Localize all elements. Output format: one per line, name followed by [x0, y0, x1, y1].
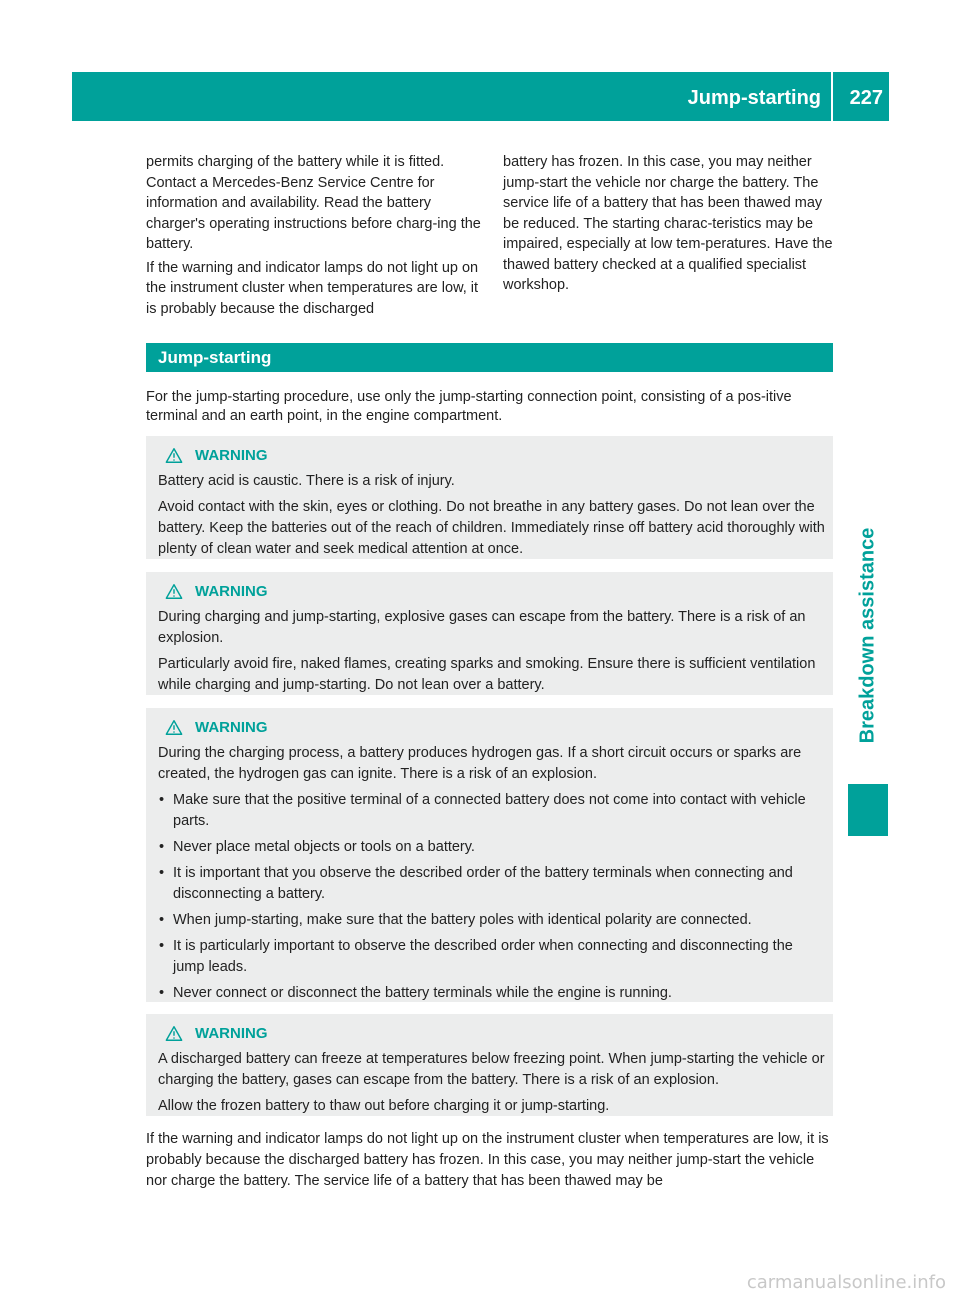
- warning-title: WARNING: [195, 446, 268, 464]
- side-tab: [848, 500, 888, 770]
- warning-bullet-list: [158, 790, 825, 1004]
- warning-text: A discharged battery can freeze at temperatures below freezing point. When jump-starting the vehicle or charging the battery, gases can escape from the battery. There is a risk of an explosion.: [158, 1051, 825, 1088]
- watermark: carmanualsonline.info: [746, 1272, 946, 1293]
- section-heading: [146, 343, 833, 372]
- section-title: Jump-starting: [158, 348, 272, 367]
- warning-header: [158, 1022, 825, 1044]
- warning-header: [158, 716, 825, 738]
- list-item: • When jump-starting, make sure that the battery poles with identical polarity are connected.: [158, 910, 825, 931]
- header-divider: [831, 72, 833, 121]
- warning-title: WARNING: [195, 582, 268, 600]
- page-header: [72, 72, 889, 121]
- warning-triangle-icon: [165, 719, 183, 736]
- warning-header: [158, 444, 825, 466]
- list-item: • Never place metal objects or tools on a battery.: [158, 837, 825, 858]
- warning-triangle-icon: [165, 447, 183, 464]
- paragraph: permits charging of the battery while it is fitted. Contact a Mercedes-Benz Service Centre for information and availability. Read the battery charger's operating instructions before charg-ing the battery.: [146, 154, 481, 252]
- warning-text: During the charging process, a battery produces hydrogen gas. If a short circuit occurs or sparks are created, the hydrogen gas can ignite. There is a risk of an explosion.: [158, 745, 802, 782]
- paragraph: If the warning and indicator lamps do not light up on the instrument cluster when temperatures are low, it is probably because the discharged: [146, 259, 479, 317]
- warning-text: Particularly avoid fire, naked flames, creating sparks and smoking. Ensure there is sufficient ventilation while charging and jump-starting. Do not lean over a battery.: [158, 656, 816, 693]
- warning-title: WARNING: [195, 1024, 268, 1042]
- page-number: 227: [849, 87, 883, 109]
- warning-triangle-icon: [165, 583, 183, 600]
- side-tab-marker: [848, 784, 888, 836]
- warning-box: [146, 1014, 833, 1116]
- warning-box: [146, 572, 833, 695]
- list-item: • Make sure that the positive terminal of a connected battery does not come into contact with vehicle parts.: [158, 790, 825, 832]
- list-item: • It is particularly important to observe the described order when connecting and disconnecting the jump leads.: [158, 936, 825, 978]
- warning-text: Battery acid is caustic. There is a risk of injury.: [158, 473, 455, 489]
- warning-text: Avoid contact with the skin, eyes or clothing. Do not breathe in any battery gases. Do not lean over the battery. Keep the batteries out of the reach of children. Immediately rinse off battery acid thoroughly with plenty of clean water and seek medical attention at once.: [158, 499, 825, 557]
- header-title: Jump-starting: [687, 87, 821, 109]
- left-column: [146, 152, 482, 322]
- warning-triangle-icon: [165, 1025, 183, 1042]
- paragraph: battery has frozen. In this case, you may neither jump-start the vehicle nor charge the battery. The service life of a battery that has been thawed may be reduced. The starting charac-teristics may be impaired, especially at low tem-peratures. Have the thawed battery checked at a qualified specialist workshop.: [503, 154, 833, 293]
- warning-box: [146, 708, 833, 1002]
- right-column: [503, 152, 839, 299]
- section-intro: For the jump-starting procedure, use only the jump-starting connection point, consisting of a pos-itive terminal and an earth point, in the engine compartment.: [146, 389, 792, 424]
- warning-header: [158, 580, 825, 602]
- list-item: • Never connect or disconnect the battery terminals while the engine is running.: [158, 983, 825, 1004]
- warning-title: WARNING: [195, 718, 268, 736]
- closing-paragraph: If the warning and indicator lamps do not light up on the instrument cluster when temperatures are low, it is probably because the discharged battery has frozen. In this case, you may neither jump-start the vehicle nor charge the battery. The service life of a battery that has been thawed may be: [146, 1131, 829, 1189]
- warning-box: [146, 436, 833, 559]
- warning-text: During charging and jump-starting, explosive gases can escape from the battery. There is a risk of an explosion.: [158, 609, 806, 646]
- list-item: • It is important that you observe the described order of the battery terminals when connecting and disconnecting a battery.: [158, 863, 825, 905]
- side-tab-label: Breakdown assistance: [856, 527, 879, 743]
- warning-text: Allow the frozen battery to thaw out before charging it or jump-starting.: [158, 1098, 610, 1114]
